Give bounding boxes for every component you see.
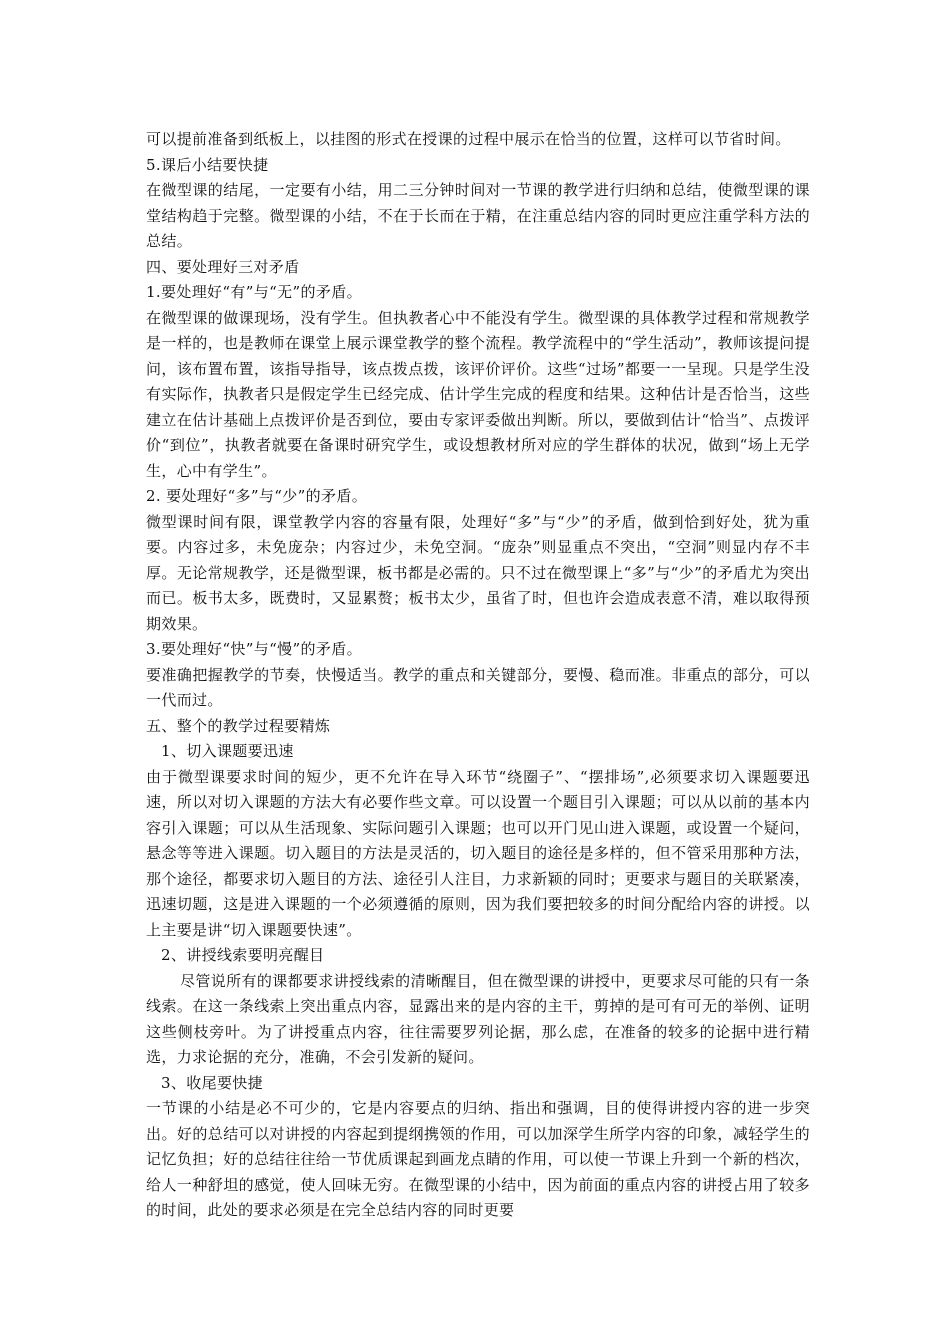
heading-summary-quick: 5.课后小结要快捷 xyxy=(146,155,269,174)
paragraph-fast-vs-slow: 要准确把握教学的节奏，快慢适当。教学的重点和关键部分，要慢、稳而准。非重点的部分，可以一代而过。 xyxy=(146,665,810,709)
subheading-clear-thread: 2、讲授线索要明亮醒目 xyxy=(161,946,325,964)
paragraph-summary: 在微型课的结尾，一定要有小结，用二三分钟时间对一节课的教学进行归纳和总结，使微型课的课堂结构趋于完整。微型课的小结，不在于长而在于精，在注重总结内容的同时更应注重学科方法的总结。 xyxy=(146,181,810,250)
paragraph-quick-ending: 一节课的小结是必不可少的，它是内容要点的归纳、指出和强调，目的使得讲授内容的进一步突出。好的总结可以对讲授的内容起到提纲携领的作用，可以加深学生所学内容的印象，减轻学生的记忆负担；好的总结往往给一节优质课起到画龙点睛的作用，可以使一节课上升到一个新的档次，给人一种舒坦的感觉，使人回味无穷。在微型课的小结中，因为前面的重点内容的讲授占用了较多的时间，此处的要求必须是在完全总结内容的同时更要 xyxy=(146,1099,810,1219)
paragraph-more-vs-less: 微型课时间有限，课堂教学内容的容量有限，处理好“多”与“少”的矛盾，做到恰到好处，犹为重要。内容过多，未免庞杂；内容过少，未免空洞。“庞杂”则显重点不突出，“空洞”则显内存不丰厚。无论常规教学，还是微型课，板书都是必需的。只不过在微型课上“多”与“少”的矛盾尤为突出而已。板书太多，既费时，又显累赘；板书太少，虽省了时，但也许会造成表意不清，难以取得预期效果。 xyxy=(146,512,810,633)
subheading-quick-ending: 3、收尾要快捷 xyxy=(161,1073,263,1092)
paragraph-clear-thread: 尽管说所有的课都要求讲授线索的清晰醒目，但在微型课的讲授中，更要求尽可能的只有一条线索。在这一条线索上突出重点内容，显露出来的是内容的主干，剪掉的是可有可无的举例、证明这些侧枝旁叶。为了讲授重点内容，往往需要罗列论据，那么虑，在准备的较多的论据中进行精选，力求论据的充分，准确，不会引发新的疑问。 xyxy=(146,971,810,1066)
section-heading-five: 五、整个的教学过程要精炼 xyxy=(146,716,331,735)
subheading-topic-entry: 1、切入课题要迅速 xyxy=(161,742,294,760)
paragraph-have-vs-none: 在微型课的做课现场，没有学生。但执教者心中不能没有学生。微型课的具体教学过程和常规教学是一样的，也是教师在课堂上展示课堂教学的整个流程。教学流程中的“学生活动”，教师该提问提问，该布置布置，该指导指导，该点拨点拨，该评价评价。这些“过场”都要一一呈现。只是学生没有实际作，执教者只是假定学生已经完成、估计学生完成的程度和结果。这种估计是否恰当，这些建立在估计基础上点拨评价是否到位，要由专家评委做出判断。所以，要做到估计“恰当”、点拨评价“到位”，执教者就要在备课时研究学生，或设想教材所对应的学生群体的状况，做到“场上无学生，心中有学生”。 xyxy=(146,308,810,480)
heading-more-vs-less: 2. 要处理好“多”与“少”的矛盾。 xyxy=(146,487,368,505)
section-heading-four: 四、要处理好三对矛盾 xyxy=(146,257,300,276)
paragraph-intro-continuation: 可以提前准备到纸板上，以挂图的形式在授课的过程中展示在恰当的位置，这样可以节省时间。 xyxy=(146,130,791,148)
document-page xyxy=(146,127,810,1224)
heading-fast-vs-slow: 3.要处理好“快”与“慢”的矛盾。 xyxy=(146,640,362,658)
heading-have-vs-none: 1.要处理好“有”与“无”的矛盾。 xyxy=(146,283,362,301)
paragraph-topic-entry: 由于微型课要求时间的短少，更不允许在导入环节“绕圈子”、“摆排场”,必须要求切入课题要迅速，所以对切入课题的方法大有必要作些文章。可以设置一个题目引入课题；可以从以前的基本内容引入课题；可以从生活现象、实际问题引入课题；也可以开门见山进入课题，或设置一个疑问，悬念等等进入课题。切入题目的方法是灵活的，切入题目的途径是多样的，但不管采用那种方法，那个途径，都要求切入题目的方法、途径引人注目，力求新颖的同时；更要求与题目的关联紧凑，迅速切题，这是进入课题的一个必须遵循的原则，因为我们要把较多的时间分配给内容的讲授。以上主要是讲“切入课题要快速”。 xyxy=(146,767,810,939)
